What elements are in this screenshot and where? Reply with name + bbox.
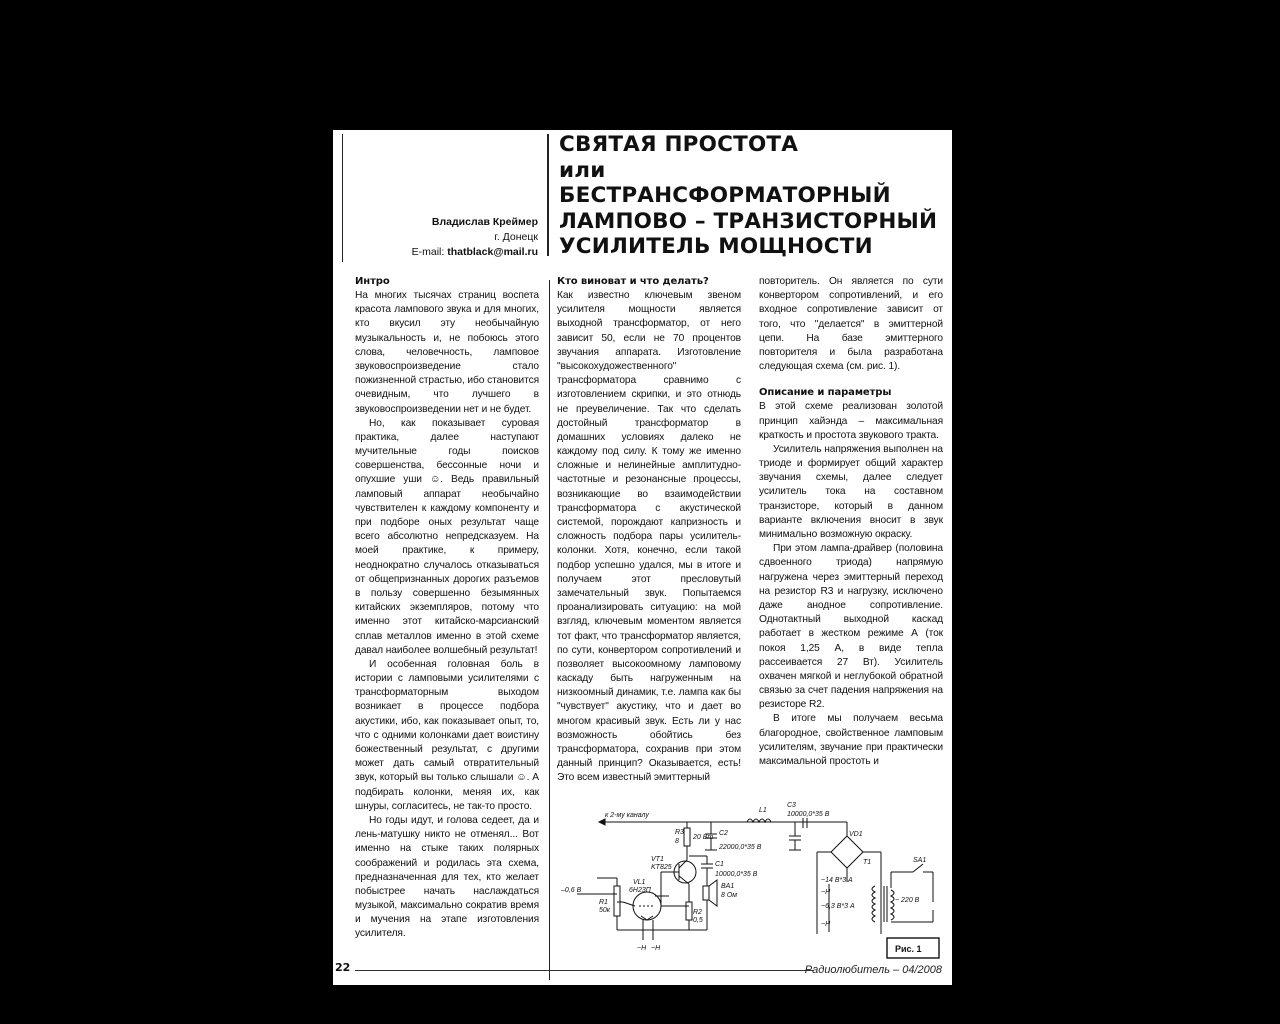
circuit-schematic — [557, 798, 947, 968]
schematic-label: VD1 — [849, 831, 863, 838]
paragraph: В этой схеме реализован золотой принцип хайэнда – максимальная краткость и простота звукового тракта. — [759, 401, 943, 441]
schematic-label: VT1 — [651, 856, 664, 863]
title-divider — [547, 134, 549, 256]
paragraph: При этом лампа-драйвер (половина сдвоенного триода) напрямую нагружена через эмиттерный переход на резистор R3 и нагрузку, исключено даже анодное сопротивление. Однотактный выходной каскад работает в жестком режиме А (ток покоя 1,25 А, в виде тепла рассеивается 27 Вт). Усилитель охвачен мягкой и неглубокой обратной связью за счет падения напряжения на резисторе R2. — [759, 543, 943, 711]
author-city: г. Донецк — [494, 231, 538, 243]
column-1 — [355, 275, 539, 942]
schematic-label: 20 Вт — [693, 834, 714, 841]
schematic-label: ~ 220 В — [895, 897, 920, 904]
schematic-label: R1 — [599, 899, 608, 906]
paragraph: И особенная головная боль в истории с ламповыми усилителями с трансформаторным выходом возникает в процессе подбора акустики, ибо, как показывает опыт, то, что с одними колонками дает воистину божественный результат, с другими может дать самый отвратительный звук, который вы только слышали ☺. А подбирать колонки, меняя их, как шнуры, согласитесь, не так-то просто. — [355, 658, 539, 812]
schematic-label: 8 Ом — [721, 892, 738, 899]
paragraph: Как известно ключевым звеном усилителя мощности является выходной трансформатор, от него зависит 50, если не 70 процентов звучания аппарата. Изготовление "высокохудожественного" трансформатора сравнимо с изготовлением скрипки, и это отнюдь не преувеличение. Так что сделать достойный трансформатор в домашних условиях далеко не каждому под силу. К тому же именно сложные и нелинейные амплитудно-частотные и резонансные процессы, возникающие во взаимодействии трансформатора с акустической системой, порождают капризность и сложность подбора пары усилитель-колонки. Хотя, конечно, если такой подбор успешно удался, мы в итоге и получаем этот пресловутый замечательный звук. Попытаемся проанализировать ситуацию: на мой взгляд, ключевым моментом является тот факт, что трансформатор является, по сути, конвертором сопротивлений и позволяет высокоомному ламповому каскаду быть нагруженным на низкоомный динамик, т.е. лампа как бы "чувствует" акустику, что и дает во многом красивый звук. Есть ли у нас возможность обойтись без трансформатора, сохранив при этом данный принцип? Оказывается, есть! Это всем известный эмиттерный — [557, 290, 741, 784]
paragraph: Но, как показывает суровая практика, далее наступают мучительные годы поисков совершенства, бессонные ночи и опухшие уши ☺. Ведь правильный ламповый аппарат необычайно чувствителен к каждому компоненту и при подборе оных результат чаще всего абсолютно непредсказуем. На моей практике, к примеру, неоднократно случалось отказываться от общепризнанных дорогих разъемов в пользу совершенно безымянных китайских экземпляров, потому что именно этот китайско-марсианский сплав металлов именно в этой схеме давал наиболее волшебный результат! — [355, 417, 539, 656]
schematic-label: ~Н — [821, 921, 831, 928]
schematic-label: 22000,0*35 В — [719, 844, 762, 851]
schematic-label: к 2-му каналу — [605, 812, 649, 819]
schematic-label: T1 — [863, 859, 872, 866]
paragraph: В итоге мы получаем весьма благородное, свойственное ламповым усилителям, звучание при практически максимальной простоть и — [759, 713, 943, 767]
schematic-label: VL1 — [633, 879, 646, 886]
article-title — [559, 132, 949, 260]
schematic-label: L1 — [759, 807, 767, 814]
email-label: E-mail: — [411, 246, 445, 258]
schematic-label: ~Н — [637, 945, 647, 952]
magazine-issue — [805, 964, 942, 976]
schematic-label: 10000,0*35 В — [715, 871, 758, 878]
paragraph: Но годы идут, и голова седеет, да и лень-матушку никто не отменял... Вот именно на стыке таких полярных соображений и родилась эта схема, предназначенная для тех, кто желает побыстрее начать наслаждаться музыкой, максимально сократив время и мучения на этапе изготовления усилителя. — [355, 814, 539, 940]
schematic-label: R3 — [675, 829, 684, 836]
title-line: УСИЛИТЕЛЬ МОЩНОСТИ — [559, 234, 873, 259]
email-address: thatblack@mail.ru — [447, 246, 538, 258]
schematic-label: ~Н — [651, 945, 661, 952]
title-line: ЛАМПОВО – ТРАНЗИСТОРНЫЙ — [559, 208, 938, 234]
schematic-label: 8 — [675, 838, 679, 845]
magazine-issue-text: Радиолюбитель – 04/2008 — [804, 964, 942, 976]
schematic-label: C3 — [787, 802, 796, 809]
paragraph: повторитель. Он является по сути конвертором сопротивлений, и его входное сопротивление зависит от того, что "делается" в эмиттерной цепи. На базе эмиттерного повторителя и была разработана следующая схема (см. рис. 1). — [759, 276, 943, 373]
paragraph: Усилитель напряжения выполнен на триоде и формирует общий характер звучания схемы, далее следует усилитель тока на составном транзисторе, который в данном варианте включения вносит в звук минимально возможную окраску. — [759, 443, 943, 540]
schematic-label: 50к — [599, 907, 611, 914]
title-line: СВЯТАЯ ПРОСТОТА — [559, 132, 799, 157]
schematic-label: C1 — [715, 861, 724, 868]
column-divider-middle — [549, 280, 550, 980]
title-line: или — [559, 157, 606, 183]
schematic-label: SA1 — [913, 857, 927, 864]
schematic-label: KT825 — [651, 864, 672, 871]
section-heading-intro: Интро — [355, 276, 390, 287]
paragraph: На многих тысячах страниц воспета красота лампового звука и для многих, кто вкусил эту необычайную музыкальность и, не побоюсь этого слова, человечность, ламповое звуковоспроизведение стало пожизненной страстью, ибо становится очевидным, что лучшего в звуковоспроизведении нет и не будет. — [355, 290, 539, 415]
schematic-label: 10000,0*35 В — [787, 811, 830, 818]
schematic-label: BA1 — [721, 883, 735, 890]
magazine-page — [333, 130, 952, 985]
schematic-label: ~14 В*3 А — [821, 877, 853, 884]
title-line: БЕСТРАНСФОРМАТОРНЫЙ — [559, 183, 891, 208]
schematic-label: –0,6 В — [561, 887, 582, 894]
schematic-label: C2 — [719, 830, 728, 837]
schematic-label: 6Н23П — [629, 887, 651, 894]
schematic-label: 0,5 — [693, 917, 703, 924]
page-number: 22 — [335, 961, 351, 974]
column-3 — [759, 275, 943, 769]
section-heading-description: Описание и параметры — [759, 387, 892, 399]
author-email — [338, 245, 538, 260]
figure-caption: Рис. 1 — [895, 944, 922, 954]
author-name: Владислав Креймер — [431, 216, 538, 228]
section-heading-who-is-guilty: Кто виноват и что делать? — [557, 276, 709, 287]
schematic-label: ~6,3 В*3 А — [821, 903, 855, 910]
column-2 — [557, 275, 741, 786]
schematic-label: R2 — [693, 909, 702, 916]
byline — [338, 215, 538, 260]
footer-rule — [355, 970, 813, 971]
schematic-label: ~Н — [821, 889, 831, 896]
